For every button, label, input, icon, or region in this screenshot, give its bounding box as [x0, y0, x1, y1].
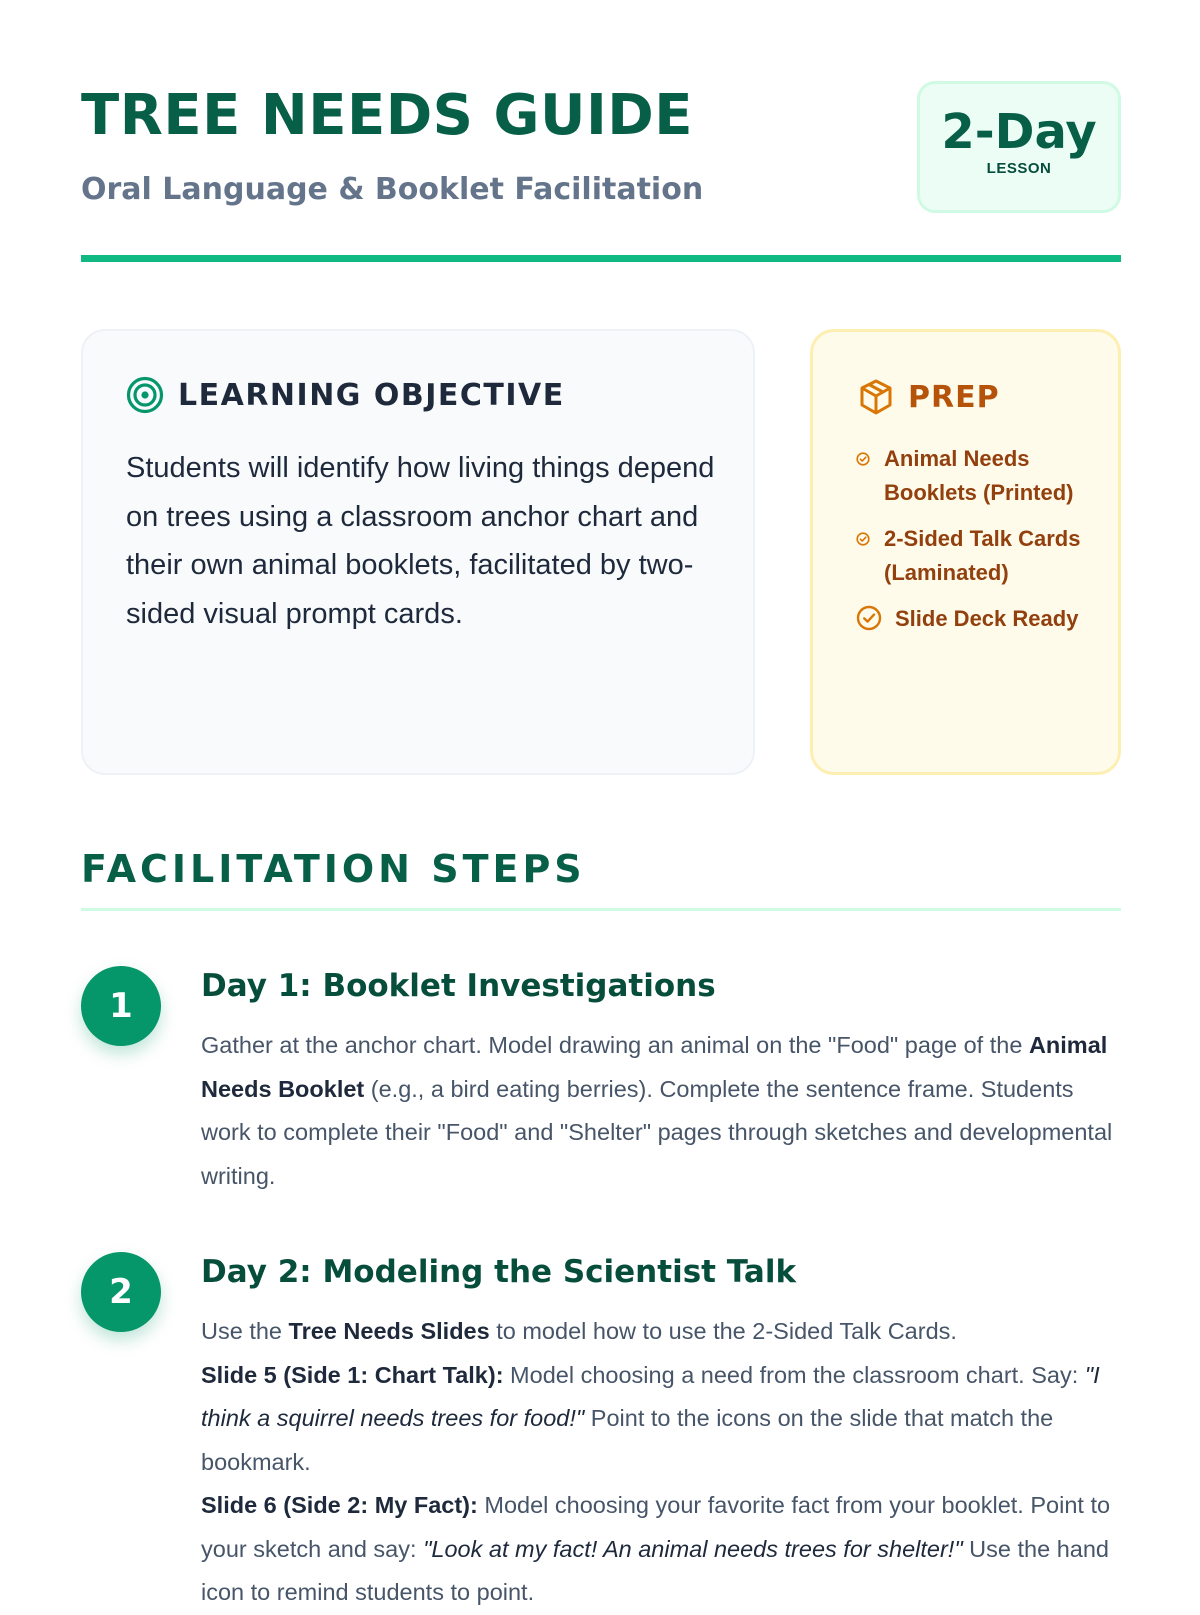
duration-badge-label: LESSON — [986, 160, 1052, 177]
prep-card — [810, 329, 1121, 775]
page-title: TREE NEEDS GUIDE — [81, 83, 694, 148]
prep-list-item — [856, 522, 1096, 589]
step-text-quote: "Look at my fact! An animal needs trees for shelter!" — [423, 1535, 963, 1562]
step-number-badge: 1 — [81, 966, 161, 1046]
step-text-run: Model choosing your favorite fact from your booklet. Point to your sketch and say: — [201, 1492, 1111, 1562]
step-text-run: Use the hand icon to remind students to point. — [201, 1535, 1109, 1605]
step-text-quote: "I think a squirrel needs trees for food!" — [201, 1361, 1100, 1431]
step-title: Day 1: Booklet Investigations — [201, 968, 716, 1004]
prep-title: PREP — [908, 379, 1000, 415]
step-text-run: (e.g., a bird eating berries). Complete the sentence frame. Students work to complete their "Food" and "Shelter" pages through sketches and developmental writing. — [201, 1075, 1113, 1189]
step-title: Day 2: Modeling the Scientist Talk — [201, 1254, 797, 1290]
check-circle-icon — [856, 532, 870, 546]
step-description — [201, 1024, 1121, 1198]
box-icon — [856, 377, 896, 417]
header-divider — [81, 255, 1121, 262]
step-body — [201, 1252, 1121, 1615]
check-circle-icon — [856, 605, 882, 631]
page-subtitle: Oral Language & Booklet Facilitation — [81, 172, 704, 207]
prep-item-label: 2-Sided Talk Cards (Laminated) — [884, 526, 1081, 585]
prep-list-item — [856, 602, 1096, 636]
prep-list-item — [856, 442, 1096, 509]
learning-objective-card — [81, 329, 755, 775]
check-circle-icon — [856, 452, 870, 466]
learning-objective-heading — [126, 376, 565, 414]
lesson-guide-page — [81, 0, 1121, 1605]
step-text-bold: Tree Needs Slides — [288, 1318, 490, 1344]
duration-badge-value: 2-Day — [941, 104, 1097, 160]
target-icon — [126, 376, 164, 414]
step-text-run: Use the — [201, 1318, 289, 1344]
step-text-run: Model choosing a need from the classroom chart. Say: — [503, 1361, 1085, 1388]
step-body — [201, 966, 1121, 1198]
facilitation-steps-heading: FACILITATION STEPS — [81, 847, 586, 891]
step-text-bold: Animal Needs Booklet — [201, 1032, 1108, 1102]
facilitation-steps-divider — [81, 908, 1121, 911]
step-text-run: Gather at the anchor chart. Model drawing an animal on the "Food" page of the — [201, 1032, 1029, 1058]
step-number-badge: 2 — [81, 1252, 161, 1332]
step-text-run: Point to the icons on the slide that match the bookmark. — [201, 1405, 1054, 1475]
learning-objective-text: Students will identify how living things depend on trees using a classroom anchor chart and their own animal booklets, facilitated by two-sided visual prompt cards. — [126, 452, 715, 630]
step-text-bold: Slide 6 (Side 2: My Fact): — [201, 1492, 478, 1518]
step-description — [201, 1310, 1121, 1615]
prep-item-label: Animal Needs Booklets (Printed) — [884, 446, 1074, 505]
learning-objective-title: LEARNING OBJECTIVE — [178, 377, 565, 413]
prep-list — [856, 442, 1096, 636]
step-text-run: to model how to use the 2-Sided Talk Cards. — [489, 1318, 957, 1344]
page-header — [81, 0, 1121, 262]
duration-badge — [917, 81, 1121, 213]
prep-item-label: Slide Deck Ready — [895, 606, 1079, 631]
step-text-bold: Slide 5 (Side 1: Chart Talk): — [201, 1361, 504, 1388]
prep-heading — [856, 377, 1000, 417]
